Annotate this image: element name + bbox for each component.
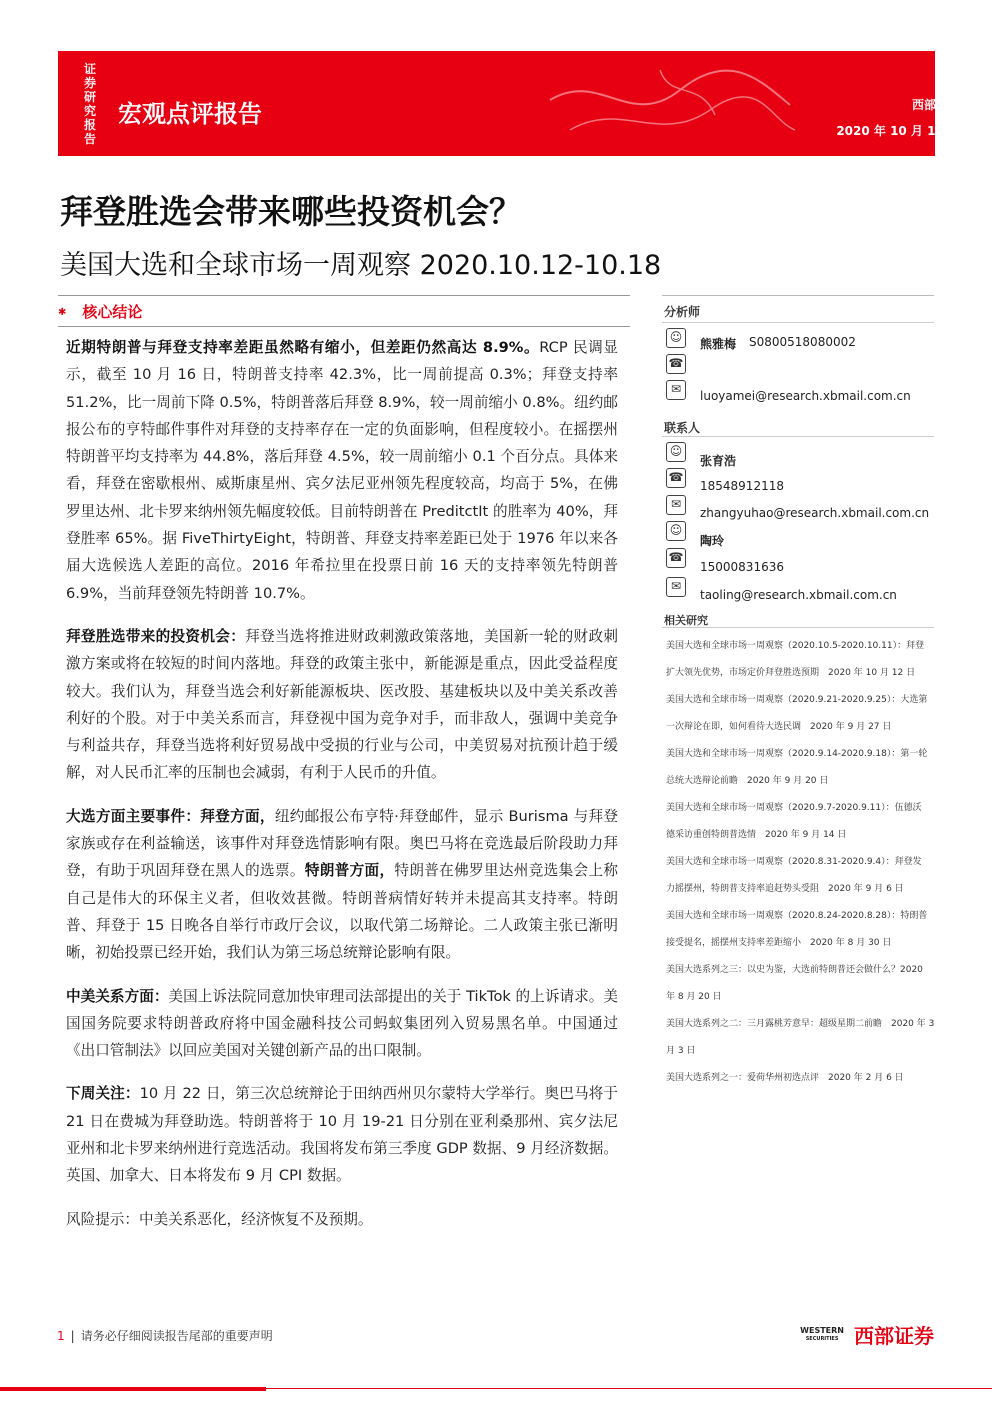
contact-email[interactable]: taoling@research.xbmail.com.cn (700, 588, 897, 602)
contact-phone: 15000831636 (700, 560, 784, 574)
contact-name: 张育浩 (700, 454, 737, 468)
related-item[interactable]: 美国大选和全球市场一周观察（2020.9.14-2020.9.18）：第一轮 总统大选辩论前瞻 2020 年 9 月 20 日 (666, 749, 928, 786)
related-item[interactable]: 美国大选和全球市场一周观察（2020.8.31-2020.9.4）：拜登发 力摇摆州，特朗普支持率追赶势头受阻 2020 年 9 月 6 日 (666, 857, 922, 894)
decorative-swoosh (540, 60, 800, 150)
person-icon: ☺ (666, 442, 686, 462)
page-number: 1 (57, 1329, 65, 1343)
contact-phone: 18548912118 (700, 479, 784, 493)
related-heading: 相关研究 (664, 614, 708, 627)
related-item[interactable]: 美国大选系列之二：三月露桃芳意早：超级星期二前瞻 2020 年 3 月 3 日 (666, 1019, 935, 1056)
footer-rule (266, 1388, 992, 1389)
report-type-vertical: 证券研究报告 (84, 62, 97, 146)
footer-accent-bar (0, 1387, 266, 1391)
report-title: 拜登胜选会带来哪些投资机会？ (60, 192, 522, 231)
phone-icon: ☎ (666, 548, 686, 568)
person-icon: ☺ (666, 521, 686, 541)
paragraph-opportunities: 拜登胜选带来的投资机会：拜登当选将推进财政刺激政策落地，美国新一轮的财政刺激方案或将在较短的时间内落地。拜登的政策主张中，新能源是重点，因此受益程度较大。我们认为，拜登当选会利好新能源板块、医改股、基建板块以及中美关系改善利好的个股。对于中美关系而言，拜登视中国为竞争对手，而非敌人，强调中美竞争与利益共存，拜登当选将利好贸易战中受损的行业与公司，中美贸易对抗预计趋于缓解，对人民币汇率的压制也会减弱，有利于人民币的升值。 (66, 627, 618, 782)
footer-separator: | (70, 1329, 75, 1343)
email-icon: ✉ (666, 495, 686, 515)
report-subtitle: 美国大选和全球市场一周观察 2020.10.12-10.18 (60, 250, 662, 281)
paragraph-sino-us: 中美关系方面：美国上诉法院同意加快审理司法部提出的关于 TikTok 的上诉请求。美国国务院要求特朗普政府将中国金融科技公司蚂蚁集团列入贸易黑名单。中国通过《出口管制法》以回应美国对关键创新产品的出口限制。 (66, 987, 618, 1060)
divider (662, 627, 934, 628)
related-item[interactable]: 美国大选和全球市场一周观察（2020.10.5-2020.10.11）：拜登 扩大领先优势，市场定价拜登胜选预期 2020 年 10 月 12 日 (666, 641, 925, 678)
report-category: 宏观点评报告 (118, 100, 262, 128)
related-item[interactable]: 美国大选和全球市场一周观察（2020.9.21-2020.9.25）：大选第 一次辩论在即，如何看待大选民调 2020 年 9 月 27 日 (666, 695, 928, 732)
contacts-heading: 联系人 (664, 421, 701, 435)
page-footer (57, 1327, 273, 1344)
paragraph-next-week: 下周关注：10 月 22 日，第三次总统辩论于田纳西州贝尔蒙特大学举行。奥巴马将于 21 日在费城为拜登助选。特朗普将于 10 月 19-21 日分别在亚利桑那州、宾夕法尼亚州和北卡罗来纳州进行竞选活动。我国将发布第三季度 GDP 数据、9 月经济数据。英国、加拿大、日本将发布 9 月 CPI 数据。 (66, 1085, 618, 1185)
contact-name: 陶玲 (700, 534, 725, 548)
divider (662, 295, 934, 296)
analyst-name: 熊雅梅 (700, 337, 737, 351)
divider (662, 436, 934, 437)
logo-chinese: 西部证券 (854, 1324, 934, 1348)
divider (662, 322, 934, 323)
related-item[interactable]: 美国大选系列之一：爱荷华州初选点评 2020 年 2 月 6 日 (666, 1073, 904, 1083)
analyst-heading: 分析师 (664, 305, 701, 319)
contact-email[interactable]: zhangyuhao@research.xbmail.com.cn (700, 506, 930, 520)
related-item[interactable]: 美国大选和全球市场一周观察（2020.8.24-2020.8.28）：特朗普 接受提名，摇摆州支持率差距缩小 2020 年 8 月 30 日 (666, 911, 928, 948)
analyst-id: S0800518080002 (749, 335, 856, 349)
paragraph-polls: 近期特朗普与拜登支持率差距虽然略有缩小，但差距仍然高达 8.9%。RCP 民调显示，截至 10 月 16 日，特朗普支持率 42.3%，比一周前提高 0.3%；拜登支持率 51.2%，比一周前下降 0.5%，特朗普落后拜登 8.9%，较一周前缩小 0.8%。纽约邮报公布的亨特邮件事件对拜登的支持率存在一定的负面影响，但程度较小。在摇摆州特朗普平均支持率为 44.8%，落后拜登 4.5%，较一周前缩小 0.1 个百分点。具体来看，拜登在密歇根州、威斯康星州、宾夕法尼亚州领先程度较高，均高于 5%，在佛罗里达州、北卡罗来纳州领先幅度较低。目前特朗普在 PreditctIt 的胜率为 40%，拜登胜率 65%。据 FiveThirtyEight，特朗普、拜登支持率差距已处于 1976 年以来各届大选候选人差距的高位。2016 年希拉里在投票日前 16 天的支持率领先特朗普 6.9%，当前拜登领先特朗普 10.7%。 (66, 339, 618, 602)
related-item[interactable]: 美国大选系列之三：以史为鉴，大选前特朗普还会做什么？2020 年 8 月 20 日 (666, 965, 923, 1002)
bullet-icon: ✱ (58, 307, 67, 318)
analyst-email[interactable]: luoyamei@research.xbmail.com.cn (700, 389, 911, 403)
disclaimer-note: 请务必仔细阅读报告尾部的重要声明 (80, 1329, 273, 1343)
related-item[interactable]: 美国大选和全球市场一周观察（2020.9.7-2020.9.11）：伍德沃 德采访重创特朗普选情 2020 年 9 月 14 日 (666, 803, 922, 840)
section-label: ✱ 核心结论 (58, 303, 143, 321)
logo-english: WESTERN SECURITIES (800, 1325, 844, 1342)
company-logo (800, 1320, 934, 1349)
email-icon: ✉ (666, 577, 686, 597)
phone-icon: ☎ (666, 468, 686, 488)
paragraph-risk: 风险提示：中美关系恶化，经济恢复不及预期。 (66, 1210, 373, 1228)
divider (58, 295, 630, 296)
report-date: 2020 年 10 月 18 日 (836, 124, 960, 138)
company-name: 西部证券 (911, 98, 960, 112)
email-icon: ✉ (666, 380, 686, 400)
main-content (66, 334, 618, 1249)
phone-icon: ☎ (666, 354, 686, 374)
paragraph-events: 大选方面主要事件：拜登方面，纽约邮报公布亨特·拜登邮件，显示 Burisma 与拜登家族或存在利益输送，该事件对拜登选情影响有限。奥巴马将在竞选最后阶段助力拜登，有助于巩固拜登在黑人的选票。特朗普方面，特朗普在佛罗里达州竞选集会上称自己是伟大的环保主义者，但收效甚微。特朗普病情好转并未提高其支持率。特朗普、拜登于 15 日晚各自举行市政厅会议，以取代第二场辩论。二人政策主张已渐明晰，初始投票已经开始，我们认为第三场总统辩论影响有限。 (66, 807, 618, 962)
divider (58, 326, 630, 327)
person-icon: ☺ (666, 328, 686, 348)
